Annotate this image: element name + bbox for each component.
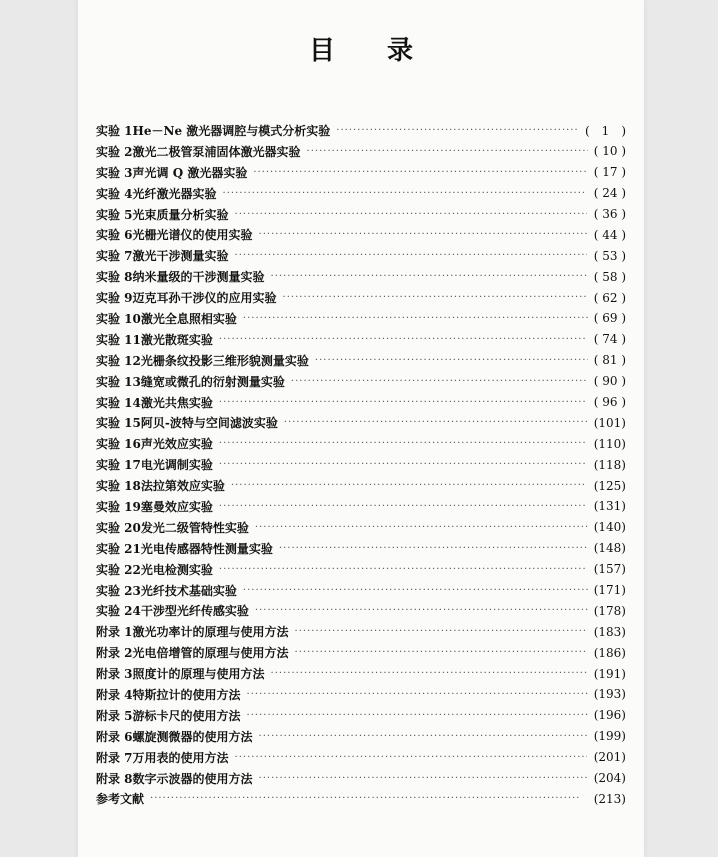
entry-page-number: (193) xyxy=(593,687,626,702)
entry-page-number: (178) xyxy=(593,603,626,618)
entry-label: 实验 10 xyxy=(96,311,141,326)
entry-title: 光电检测实验 xyxy=(140,562,213,577)
entry-label: 实验 22 xyxy=(96,562,141,577)
leader-dots xyxy=(231,480,587,491)
entry-label: 附录 2 xyxy=(96,646,133,661)
entry-title: 光栅条纹投影三维形貌测量实验 xyxy=(140,353,309,368)
entry-title: 干涉型光纤传感实验 xyxy=(140,604,249,619)
entry-title: 塞曼效应实验 xyxy=(140,499,213,514)
entry-label: 实验 19 xyxy=(96,499,141,514)
entry-label: 实验 13 xyxy=(96,374,141,389)
leader-dots xyxy=(271,668,588,679)
entry-label: 附录 8 xyxy=(96,771,133,786)
entry-label: 附录 4 xyxy=(96,687,133,702)
entry-page-number: (125) xyxy=(593,478,626,493)
entry-page-number: ( 96 ) xyxy=(593,395,626,410)
entry-label: 实验 24 xyxy=(96,604,141,619)
toc-entry[interactable] xyxy=(96,642,626,663)
entry-label: 实验 9 xyxy=(96,291,133,306)
entry-label: 实验 7 xyxy=(96,249,133,264)
entry-page-number: (186) xyxy=(593,645,626,660)
leader-dots xyxy=(219,438,586,449)
entry-label: 附录 1 xyxy=(96,625,133,640)
entry-title: 光纤激光器实验 xyxy=(132,186,217,201)
toc-entry[interactable] xyxy=(96,204,626,225)
entry-label: 附录 6 xyxy=(96,729,133,744)
leader-dots xyxy=(255,605,588,616)
entry-title: 螺旋测微器的使用方法 xyxy=(132,729,253,744)
leader-dots xyxy=(219,397,586,408)
entry-label: 实验 15 xyxy=(96,416,141,431)
entry-page-number: (118) xyxy=(593,457,626,472)
entry-page-number: (191) xyxy=(593,666,626,681)
entry-title: 照度计的原理与使用方法 xyxy=(132,667,265,682)
entry-page-number: (110) xyxy=(593,436,626,451)
entry-title: 激光二极管泵浦固体激光器实验 xyxy=(132,144,301,159)
entry-label: 实验 16 xyxy=(96,437,141,452)
entry-page-number: ( 58 ) xyxy=(593,269,626,284)
entry-title: 数字示波器的使用方法 xyxy=(132,771,253,786)
entry-label: 实验 12 xyxy=(96,353,141,368)
leader-dots xyxy=(295,626,588,637)
entry-title: 电光调制实验 xyxy=(140,458,213,473)
leader-dots xyxy=(235,752,587,763)
entry-title: 缝宽或微孔的衍射测量实验 xyxy=(140,374,285,389)
entry-page-number: (101) xyxy=(593,415,626,430)
leader-dots xyxy=(219,334,586,345)
entry-title: 特斯拉计的使用方法 xyxy=(132,687,241,702)
entry-page-number: ( 53 ) xyxy=(593,248,626,263)
toc-entry[interactable] xyxy=(96,475,626,496)
toc-entry[interactable] xyxy=(96,350,626,371)
toc-entry[interactable] xyxy=(96,224,626,245)
toc-entry[interactable] xyxy=(96,747,626,768)
entry-title: 纳米量级的干涉测量实验 xyxy=(132,270,265,285)
leader-dots xyxy=(255,522,588,533)
leader-dots xyxy=(219,564,586,575)
entry-page-number: ( 17 ) xyxy=(593,165,626,180)
toc-entry[interactable] xyxy=(96,726,626,747)
leader-dots xyxy=(259,731,588,742)
leader-dots xyxy=(279,543,588,554)
leader-dots xyxy=(315,355,588,366)
entry-page-number: (140) xyxy=(593,520,626,535)
entry-label: 实验 2 xyxy=(96,144,133,159)
entry-title: 发光二级管特性实验 xyxy=(140,520,249,535)
entry-label: 实验 14 xyxy=(96,395,141,410)
entry-label: 实验 17 xyxy=(96,458,141,473)
leader-dots xyxy=(243,585,588,596)
entry-label: 实验 20 xyxy=(96,520,141,535)
entry-page-number: ( 69 ) xyxy=(593,311,626,326)
entry-page-number: (183) xyxy=(593,624,626,639)
entry-page-number: ( 62 ) xyxy=(593,290,626,305)
entry-label: 实验 21 xyxy=(96,541,141,556)
entry-title: 光纤技术基础实验 xyxy=(140,583,237,598)
entry-page-number: ( 81 ) xyxy=(593,353,626,368)
toc-entry[interactable] xyxy=(96,245,626,266)
toc-entry[interactable] xyxy=(96,392,626,413)
entry-page-number: (148) xyxy=(593,541,626,556)
leader-dots xyxy=(295,647,588,658)
toc-entry[interactable] xyxy=(96,183,626,204)
entry-page-number: (201) xyxy=(593,750,626,765)
entry-title: 光电传感器特性测量实验 xyxy=(140,541,273,556)
leader-dots xyxy=(271,271,588,282)
entry-label: 实验 4 xyxy=(96,186,133,201)
toc-entry[interactable] xyxy=(96,162,626,183)
toc-entry[interactable] xyxy=(96,329,626,350)
entry-title: 激光全息照相实验 xyxy=(140,311,237,326)
entry-page-number: ( 44 ) xyxy=(593,227,626,242)
entry-title: 法拉第效应实验 xyxy=(140,479,225,494)
leader-dots xyxy=(247,710,588,721)
toc-entry[interactable] xyxy=(96,517,626,538)
toc-entry[interactable] xyxy=(96,663,626,684)
leader-dots xyxy=(235,250,587,261)
leader-dots xyxy=(253,167,587,178)
entry-title: 光束质量分析实验 xyxy=(132,207,229,222)
toc-entry[interactable] xyxy=(96,559,626,580)
entry-page-number: (204) xyxy=(593,771,626,786)
toc-entry[interactable] xyxy=(96,308,626,329)
toc-entry[interactable] xyxy=(96,433,626,454)
entry-page-number: (131) xyxy=(593,499,626,514)
entry-label: 实验 5 xyxy=(96,207,133,222)
leader-dots xyxy=(307,146,588,157)
entry-page-number: ( 10 ) xyxy=(593,144,626,159)
leader-dots xyxy=(284,417,588,428)
toc-entry[interactable] xyxy=(96,287,626,308)
toc-entry[interactable] xyxy=(96,580,626,601)
leader-dots xyxy=(259,229,588,240)
entry-title: 激光干涉测量实验 xyxy=(132,249,229,264)
toc-entry[interactable] xyxy=(96,266,626,287)
toc-page xyxy=(78,0,644,857)
toc-entry[interactable] xyxy=(96,621,626,642)
leader-dots xyxy=(150,793,580,804)
leader-dots xyxy=(283,292,588,303)
toc-entry[interactable] xyxy=(96,141,626,162)
page-title: 目 录 xyxy=(308,36,413,66)
entry-label: 实验 8 xyxy=(96,270,133,285)
entry-title: 万用表的使用方法 xyxy=(132,750,229,765)
entry-title: 阿贝-波特与空间滤波实验 xyxy=(140,416,278,431)
entry-page-number: ( 74 ) xyxy=(593,332,626,347)
entry-page-number: ( 1 ) xyxy=(585,123,626,138)
toc-entry[interactable] xyxy=(96,705,626,726)
entry-label: 实验 11 xyxy=(96,332,141,347)
leader-dots xyxy=(219,501,586,512)
entry-title: 声光调 Q 激光器实验 xyxy=(132,165,248,180)
entry-title: He－Ne 激光器调腔与模式分析实验 xyxy=(132,123,331,138)
entry-title: 游标卡尺的使用方法 xyxy=(132,708,241,723)
leader-dots xyxy=(259,773,588,784)
toc-entry[interactable] xyxy=(96,120,626,141)
toc-list xyxy=(96,120,626,809)
toc-entry[interactable] xyxy=(96,600,626,621)
toc-entry[interactable] xyxy=(96,684,626,705)
leader-dots xyxy=(223,188,586,199)
leader-dots xyxy=(247,689,588,700)
entry-label: 附录 7 xyxy=(96,750,133,765)
toc-entry[interactable] xyxy=(96,371,626,392)
entry-label: 附录 3 xyxy=(96,667,133,682)
entry-title: 光电倍增管的原理与使用方法 xyxy=(132,646,289,661)
toc-entry-references[interactable] xyxy=(96,789,626,810)
toc-entry[interactable] xyxy=(96,538,626,559)
entry-label: 实验 3 xyxy=(96,165,133,180)
entry-page-number: ( 24 ) xyxy=(593,186,626,201)
entry-label: 附录 5 xyxy=(96,708,133,723)
entry-page-number: (213) xyxy=(593,791,626,806)
entry-page-number: (157) xyxy=(593,562,626,577)
toc-entry[interactable] xyxy=(96,412,626,433)
entry-title: 迈克耳孙干涉仪的应用实验 xyxy=(132,291,277,306)
entry-label: 实验 6 xyxy=(96,228,133,243)
toc-entry[interactable] xyxy=(96,496,626,517)
entry-label: 实验 23 xyxy=(96,583,141,598)
entry-page-number: (171) xyxy=(593,583,626,598)
leader-dots xyxy=(336,125,579,136)
entry-page-number: (196) xyxy=(593,708,626,723)
entry-page-number: (199) xyxy=(593,729,626,744)
leader-dots xyxy=(219,459,586,470)
leader-dots xyxy=(291,376,588,387)
entry-title: 参考文献 xyxy=(96,792,145,807)
leader-dots xyxy=(243,313,588,324)
toc-entry[interactable] xyxy=(96,454,626,475)
entry-label: 实验 18 xyxy=(96,479,141,494)
entry-title: 激光散斑实验 xyxy=(140,332,213,347)
entry-title: 声光效应实验 xyxy=(140,437,213,452)
entry-title: 光栅光谱仪的使用实验 xyxy=(132,228,253,243)
entry-label: 实验 1 xyxy=(96,123,133,138)
leader-dots xyxy=(235,209,587,220)
entry-title: 激光共焦实验 xyxy=(140,395,213,410)
entry-title: 激光功率计的原理与使用方法 xyxy=(132,625,289,640)
entry-page-number: ( 36 ) xyxy=(593,207,626,221)
toc-entry[interactable] xyxy=(96,768,626,789)
entry-page-number: ( 90 ) xyxy=(593,374,626,389)
